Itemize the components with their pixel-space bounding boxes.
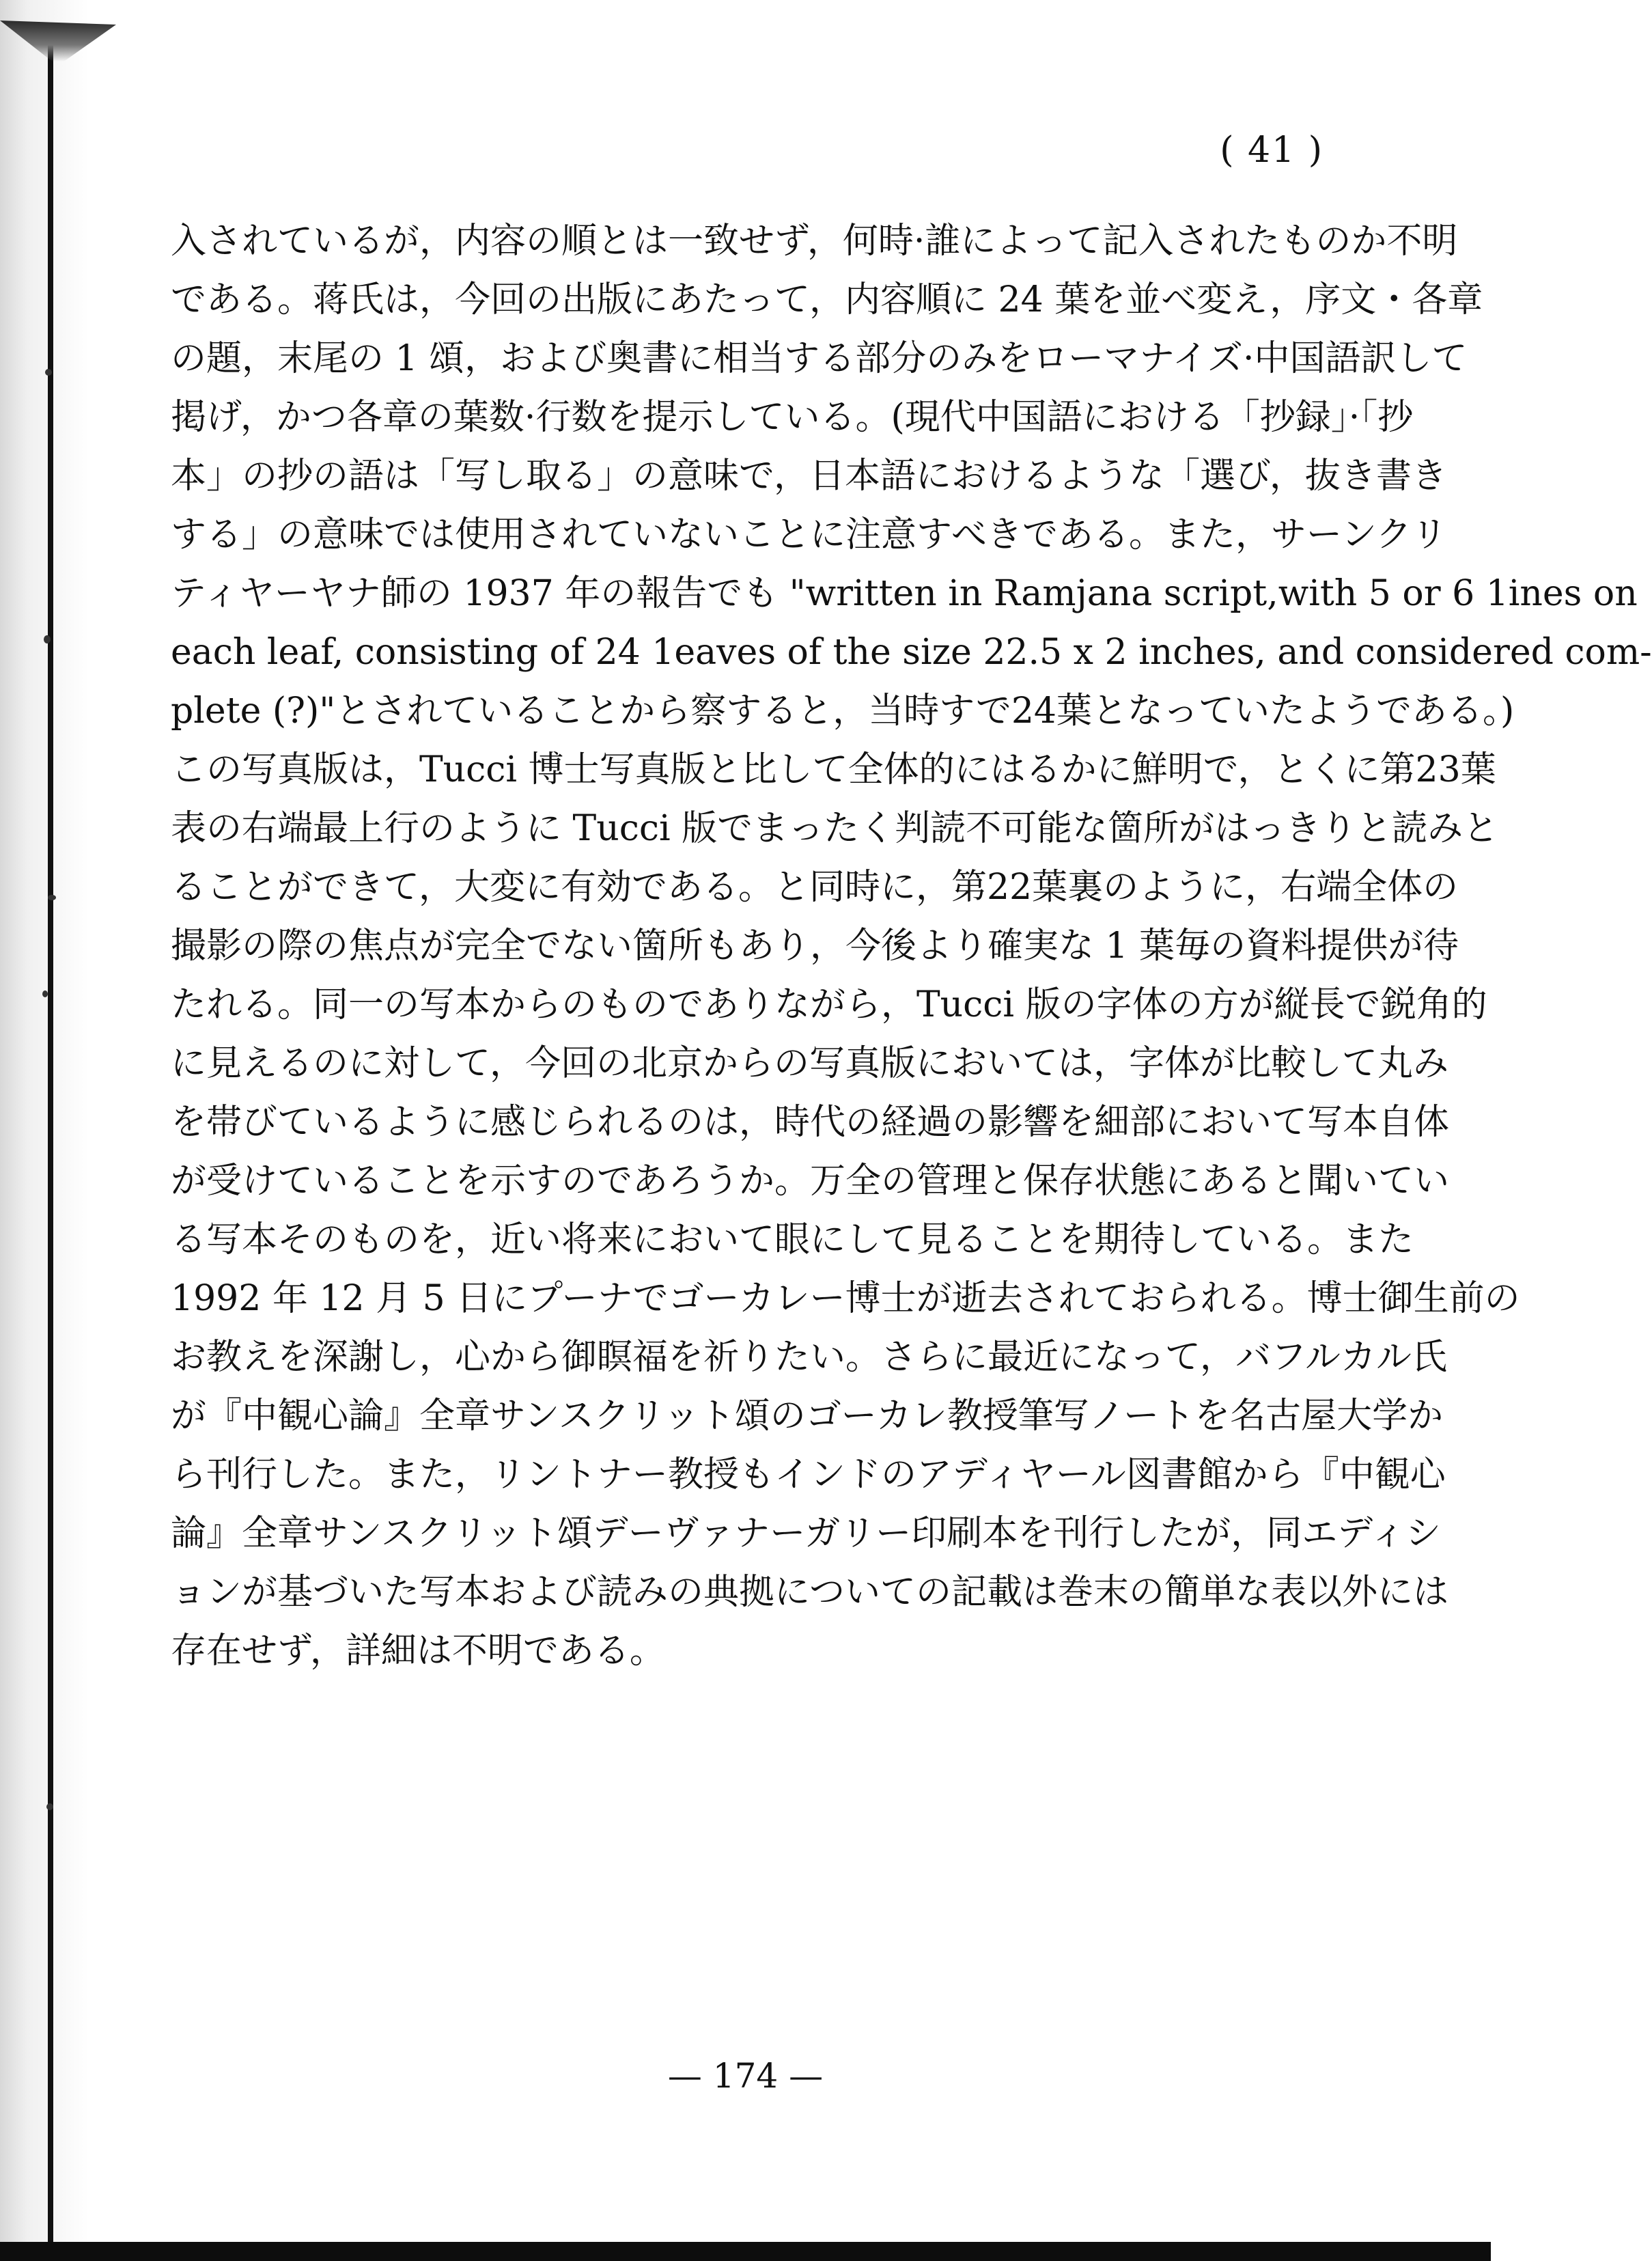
text-line: 論』全章サンスクリット頌デーヴァナーガリー印刷本を刊行したが，同エディシ xyxy=(171,1513,1442,1554)
text-line: ティヤーヤナ師の 1937 年の報告でも "written in Ramjana script,with 5 or 6 1ines on xyxy=(171,573,1638,614)
text-line: この写真版は，Tucci 博士写真版と比して全体的にはるかに鮮明で，とくに第23葉 xyxy=(171,749,1496,790)
text-line: る写本そのものを，近い将来において眼にして見ることを期待している。また xyxy=(171,1219,1414,1260)
text-line: である。蒋氏は，今回の出版にあたって，内容順に 24 葉を並べ変え，序文・各章 xyxy=(171,279,1483,320)
scan-speck xyxy=(44,635,51,643)
text-line: たれる。同一の写本からのものでありながら，Tucci 版の字体の方が縦長で鋭角的 xyxy=(171,984,1487,1025)
scan-speck xyxy=(46,1803,53,1810)
text-line: each leaf, consisting of 24 1eaves of the size 22.5 x 2 inches, and considered com- xyxy=(171,632,1652,673)
scan-speck xyxy=(48,895,56,900)
scan-speck xyxy=(45,369,52,376)
text-line: 1992 年 12 月 5 日にプーナでゴーカレー博士が逝去されておられる。博士御生前の xyxy=(171,1278,1520,1319)
text-line: 存在せず，詳細は不明である。 xyxy=(171,1631,665,1672)
text-line: ら刊行した。また，リントナー教授もインドのアディヤール図書館から『中観心 xyxy=(171,1454,1446,1495)
text-line: に見えるのに対して，今回の北京からの写真版においては，字体が比較して丸み xyxy=(171,1043,1448,1084)
running-page-label: ( 41 ) xyxy=(1220,130,1324,171)
text-line: plete (?)"とされていることから察すると，当時すで24葉となっていたようである。) xyxy=(171,691,1515,732)
text-line: が『中観心論』全章サンスクリット頌のゴーカレ教授筆写ノートを名古屋大学か xyxy=(171,1396,1444,1437)
scan-bottom-edge xyxy=(0,2242,1491,2261)
text-line: が受けていることを示すのであろうか。万全の管理と保存状態にあると聞いてい xyxy=(171,1161,1450,1202)
text-line: 表の右端最上行のように Tucci 版でまったく判読不可能な箇所がはっきりと読みと xyxy=(171,808,1499,849)
text-line: ることができて，大変に有効である。と同時に，第22葉裏のように，右端全体の xyxy=(171,867,1459,908)
text-line: 掲げ，かつ各章の葉数·行数を提示している。(現代中国語における「抄録」·「抄 xyxy=(171,397,1414,438)
text-line: 本」の抄の語は「写し取る」の意味で，日本語におけるような「選び，抜き書き xyxy=(171,456,1447,497)
text-line: の題，末尾の 1 頌，および奥書に相当する部分のみをローマナイズ·中国語訳して xyxy=(171,338,1468,379)
text-line: 撮影の際の焦点が完全でない箇所もあり，今後より確実な 1 葉毎の資料提供が待 xyxy=(171,926,1459,967)
text-line: 入されているが，内容の順とは一致せず，何時·誰によって記入されたものか不明 xyxy=(171,221,1458,262)
body-text xyxy=(171,212,1652,1680)
scan-speck xyxy=(42,990,48,997)
text-line: ョンが基づいた写本および読みの典拠についての記載は巻末の簡単な表以外には xyxy=(171,1572,1448,1613)
text-line: する」の意味では使用されていないことに注意すべきである。また，サーンクリ xyxy=(171,514,1447,555)
page-number: — 174 — xyxy=(667,2056,824,2096)
binding-shadow xyxy=(0,0,89,2261)
text-line: を帯びているように感じられるのは，時代の経過の影響を細部において写本自体 xyxy=(171,1102,1450,1143)
text-line: お教えを深謝し，心から御瞑福を祈りたい。さらに最近になって，バフルカル氏 xyxy=(171,1337,1447,1378)
